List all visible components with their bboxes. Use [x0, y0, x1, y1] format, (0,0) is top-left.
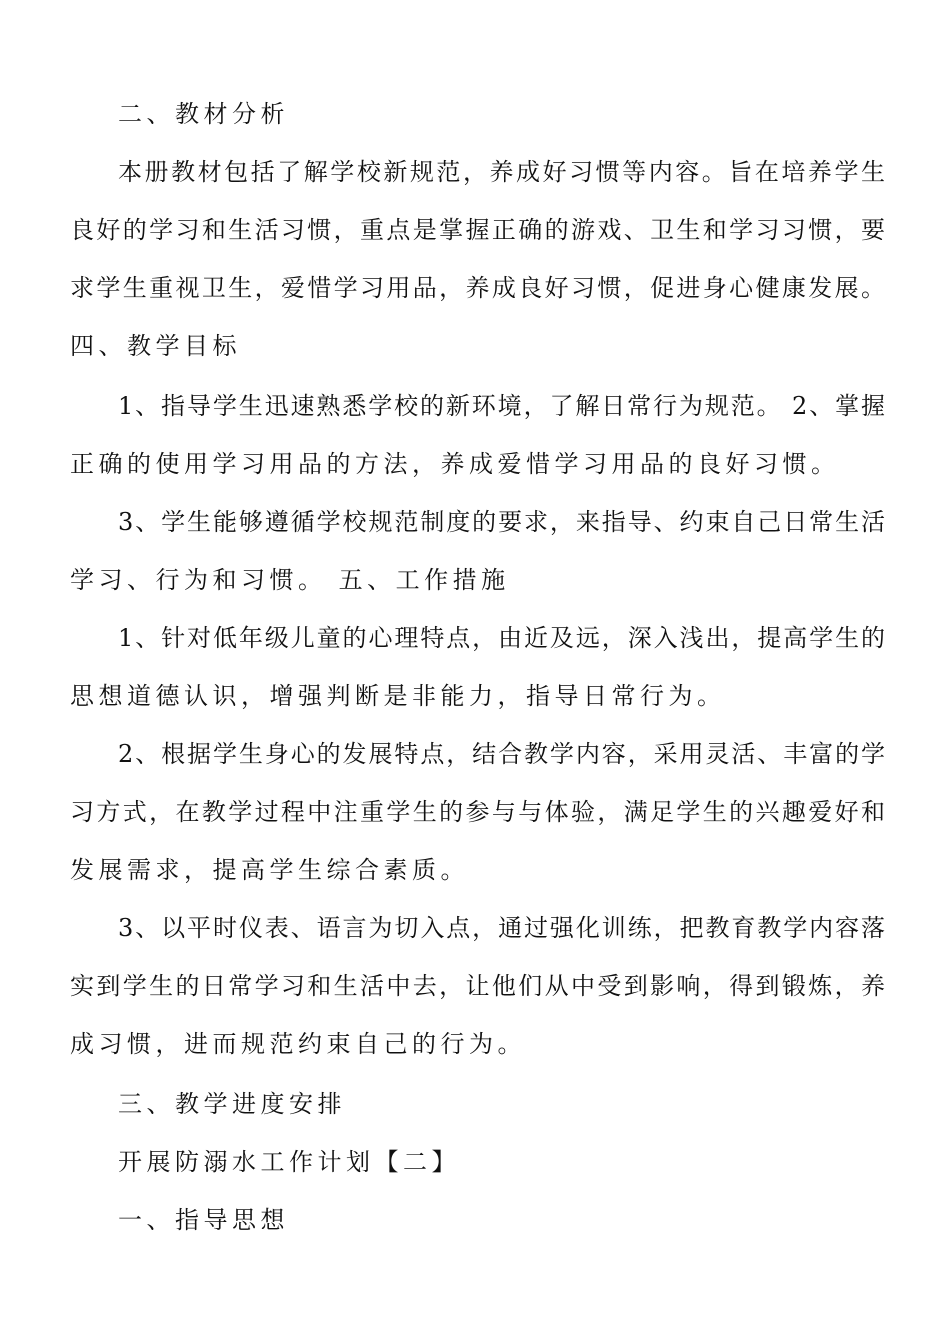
document-title: 开展防溺水工作计划【二】 — [118, 1148, 460, 1176]
paragraph-line: 1、指导学生迅速熟悉学校的新环境，了解日常行为规范。 2、掌握 — [118, 392, 885, 420]
paragraph-line: 本册教材包括了解学校新规范，养成好习惯等内容。旨在培养学生 — [118, 158, 885, 186]
paragraph-line: 实到学生的日常学习和生活中去，让他们从中受到影响，得到锻炼，养 — [70, 972, 885, 1000]
section-heading-teaching-goals: 四、教学目标 — [70, 332, 241, 360]
section-heading-guiding-ideology: 一、指导思想 — [118, 1206, 289, 1234]
paragraph-line: 习方式，在教学过程中注重学生的参与与体验，满足学生的兴趣爱好和 — [70, 798, 885, 826]
section-heading-schedule: 三、教学进度安排 — [118, 1090, 346, 1118]
paragraph-line: 学习、行为和习惯。 五、工作措施 — [70, 566, 510, 594]
paragraph-line: 2、根据学生身心的发展特点，结合教学内容，采用灵活、丰富的学 — [118, 740, 885, 768]
paragraph-line: 发展需求，提高学生综合素质。 — [70, 856, 469, 884]
paragraph-line: 3、以平时仪表、语言为切入点，通过强化训练，把教育教学内容落 — [118, 914, 885, 942]
paragraph-line: 良好的学习和生活习惯，重点是掌握正确的游戏、卫生和学习习惯，要 — [70, 216, 885, 244]
paragraph-line: 成习惯，进而规范约束自己的行为。 — [70, 1030, 526, 1058]
section-heading-textbook-analysis: 二、教材分析 — [118, 100, 289, 128]
paragraph-line: 思想道德认识，增强判断是非能力，指导日常行为。 — [70, 682, 726, 710]
paragraph-line: 3、学生能够遵循学校规范制度的要求，来指导、约束自己日常生活 — [118, 508, 885, 536]
paragraph-line: 求学生重视卫生，爱惜学习用品，养成良好习惯，促进身心健康发展。 — [70, 274, 885, 302]
paragraph-line: 正确的使用学习用品的方法，养成爱惜学习用品的良好习惯。 — [70, 450, 840, 478]
paragraph-line: 1、针对低年级儿童的心理特点，由近及远，深入浅出，提高学生的 — [118, 624, 885, 652]
